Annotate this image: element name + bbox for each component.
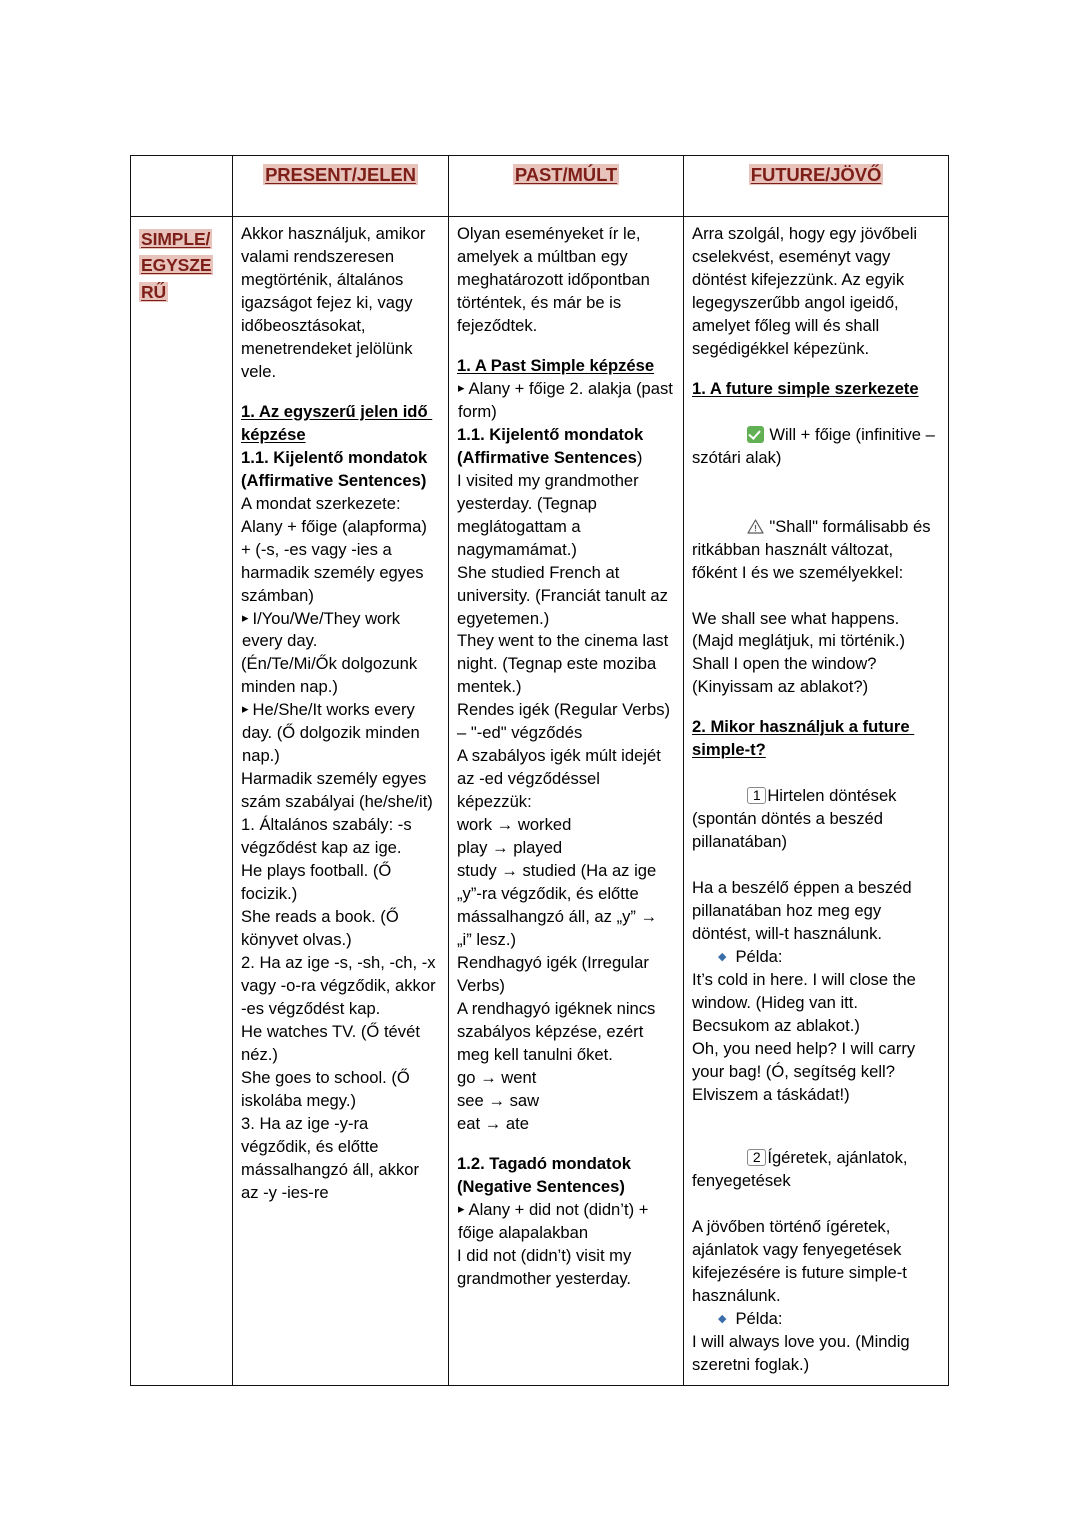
past-spacer-1 [457,338,675,355]
present-bullet-1-hu: (Én/Te/Mi/Ők dolgozunk minden nap.) [241,654,422,697]
header-cell-past [449,156,684,217]
present-rule-2-example-1: He watches TV. (Ő tévét néz.) [241,1021,425,1064]
warning-triangle-icon [747,519,764,534]
present-rule-2: 2. Ha az ige -s, -sh, -ch, -x vagy -o-ra végződik, akkor -es végződést kap. [241,953,441,1018]
present-rule-1-example-2: She reads a book. (Ő könyvet olvas.) [241,907,404,950]
past-irregular-example-1: go → went [457,1067,537,1087]
header-corner-cell [131,156,233,217]
table-header-row [131,156,949,217]
present-rules-title: Harmadik személy egyes szám szabályai (he/she/it) [241,769,433,812]
present-rule-1: 1. Általános szabály: -s végződést kap az ige. [241,815,417,858]
past-negative-example-1: I did not (didn’t) visit my grandmother yesterday. [457,1245,636,1288]
cell-present-simple [233,217,449,1386]
keycap-one-icon: 1 [747,787,766,804]
header-label-present: PRESENT/JELEN [265,164,416,185]
header-label-future: FUTURE/JÖVŐ [750,164,882,185]
keycap-two-icon: 2 [747,1149,766,1166]
past-irregular-description: A rendhagyó igéknek nincs szabályos képzése, ezért meg kell tanulni őket. [457,998,660,1064]
future-spacer-3 [692,1107,940,1124]
past-regular-example-1: work → worked [457,815,572,835]
present-bullet-1: ▸ I/You/We/They work every day. [241,608,440,654]
present-intro: Akkor használjuk, amikor valami rendszeresen megtörténik, általános igazságot fejez ki, vagy időbeosztásokat, menetrendeket jelölünk vele. [241,224,431,381]
future-shall-example-2: Shall I open the window? (Kinyissam az ablakot?) [692,654,882,697]
row-label-line-2: EGYSZE [141,255,212,276]
future-heading-1: 1. A future simple szerkezete [692,378,919,398]
past-subheading-2: 1.2. Tagadó mondatok (Negative Sentences) [457,1153,636,1196]
past-subheading-1: 1.1. Kijelentő mondatok (Affirmative Sentences [457,424,648,467]
future-shall-example-1: We shall see what happens. (Majd meglátjuk, mi történik.) [692,608,906,651]
future-heading-2: 2. Mikor használjuk a future simple-t? [692,717,915,760]
present-structure: Alany + főige (alapforma) + (-s, -es vagy -ies a harmadik személy egyes számban) [241,516,432,605]
present-rule-3: 3. Ha az ige -y-ra végződik, és előtte mássalhangzó áll, akkor az -y -ies-re [241,1113,424,1202]
future-item-2-example-label: ◆ Példa: [692,1308,940,1331]
past-irregular-example-2: see → saw [457,1090,540,1110]
cell-past-simple [449,217,684,1386]
future-spacer-2 [692,699,940,716]
future-item-1-example-2: Oh, you need help? I will carry your bag! (Ó, segítség kell? Elviszem a táskádat!) [692,1038,920,1104]
future-item-1-title: Hirtelen döntések (spontán döntés a beszéd pillanatában) [692,786,902,852]
future-check-line: Will + főige (infinitive – szótári alak) [692,424,940,467]
check-mark-icon [747,426,764,443]
cell-future-simple [684,217,949,1386]
future-item-1-example-label: ◆ Példa: [692,946,940,969]
future-intro: Arra szolgál, hogy egy jövőbeli cselekvést, eseményt vagy döntést kifejezzünk. Az egyik legegyszerűbb angol igeidő, amelyet főleg will és shall segédigékkel képezünk. [692,224,922,358]
present-rule-2-example-2: She goes to school. (Ő iskolába megy.) [241,1067,415,1110]
header-label-past: PAST/MÚLT [514,164,618,185]
table-row-simple [131,217,949,1386]
present-spacer-1 [241,384,440,401]
past-regular-example-2: play → played [457,838,563,858]
verb-tense-comparison-table [130,155,949,1386]
future-item-2-example-1: I will always love you. (Mindig szeretni foglak.) [692,1331,915,1374]
row-label-line-3: RŰ [141,281,167,302]
present-subheading-1: 1.1. Kijelentő mondatok (Affirmative Sentences) [241,447,432,490]
row-label-line-1: SIMPLE/ [141,229,211,249]
past-irregular-title: Rendhagyó igék (Irregular Verbs) [457,953,654,995]
past-example-3: They went to the cinema last night. (Tegnap este moziba mentek.) [457,631,673,697]
future-spacer-1 [692,361,940,378]
past-bullet-2: ▸ Alany + did not (didn’t) + főige alapalakban [457,1199,675,1245]
future-item-1-description: Ha a beszélő éppen a beszéd pillanatában hoz meg egy döntést, will-t használunk. [692,878,917,944]
past-bullet-1: ▸ Alany + főige 2. alakja (past form) [457,378,675,424]
past-irregular-example-3: eat → ate [457,1113,529,1133]
past-intro: Olyan eseményeket ír le, amelyek a múltban egy meghatározott időpontban történtek, és már be is fejeződtek. [457,224,655,335]
past-regular-title: Rendes igék (Regular Verbs) – "-ed" végződés [457,700,675,743]
past-heading-1: 1. A Past Simple képzése [457,355,655,375]
present-heading-1: 1. Az egyszerű jelen idő képzése [241,401,433,444]
present-structure-label: A mondat szerkezete: [241,493,401,513]
past-example-1: I visited my grandmother yesterday. (Tegnap meglátogattam a nagymamámat.) [457,470,644,559]
future-item-2-title: Ígéretek, ajánlatok, fenyegetések [692,1147,913,1190]
past-regular-example-3: study → studied (Ha az ige „y”-ra végződik, és előtte mássalhangzó áll, az „y” → „i” lesz.) [457,861,662,950]
past-regular-description: A szabályos igék múlt idejét az -ed végződéssel képezzük: [457,746,666,812]
header-cell-future [684,156,949,217]
past-example-2: She studied French at university. (Franciát tanult az egyetemen.) [457,562,673,628]
future-warning-line: "Shall" formálisabb és ritkábban használt változat, főként I és we személyekkel: [692,516,936,582]
future-item-1-example-1: It’s cold in here. I will close the window. (Hideg van itt. Becsukom az ablakot.) [692,970,921,1035]
row-label-simple [131,217,233,1386]
present-bullet-2: ▸ He/She/It works every day. (Ő dolgozik minden nap.) [241,699,440,768]
past-subheading-1-tail: ) [636,447,643,467]
future-item-2-description: A jövőben történő ígéretek, ajánlatok vagy fenyegetések kifejezésére is future simple-t használunk. [692,1216,912,1305]
present-rule-1-example-1: He plays football. (Ő focizik.) [241,861,396,904]
past-spacer-2 [457,1136,675,1153]
header-cell-present [233,156,449,217]
